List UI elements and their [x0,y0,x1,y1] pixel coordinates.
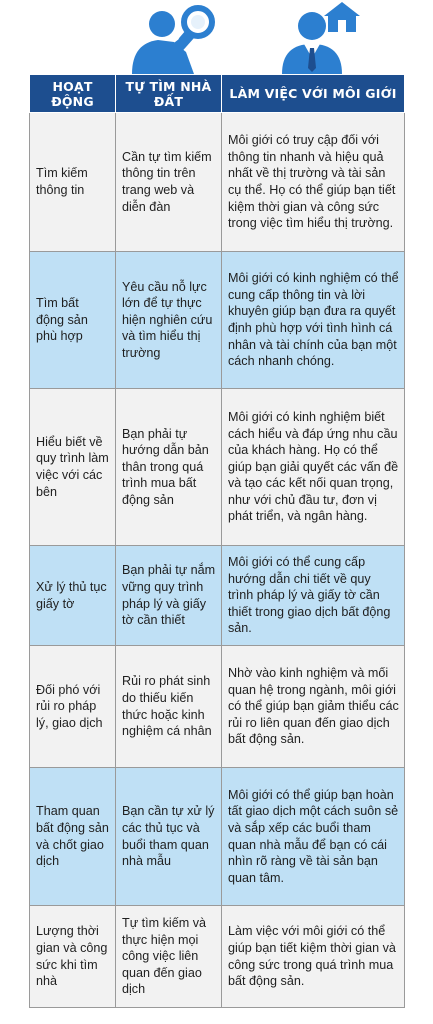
table-row [30,768,405,906]
column-header-broker: LÀM VIỆC VỚI MÔI GIỚI [222,75,405,113]
broker-cell: Môi giới có kinh nghiệm có thể cung cấp thông tin và lời khuyên giúp bạn đưa ra quyết định phù hợp với tình hình cá nhân và tài chính của bạn một cách nhanh chóng. [222,252,405,389]
self-search-cell: Tự tìm kiếm và thực hiện mọi công việc liên quan đến giao dịch [116,906,222,1008]
header-icons [0,0,433,74]
self-search-cell: Bạn cần tự xử lý các thủ tục và buổi tham quan nhà mẫu [116,768,222,906]
activity-cell: Tìm bất động sản phù hợp [30,252,116,389]
broker-cell: Làm việc với môi giới có thể giúp bạn tiết kiệm thời gian và công sức trong quá trình mua bất động sản. [222,906,405,1008]
activity-cell: Lượng thời gian và công sức khi tìm nhà [30,906,116,1008]
activity-cell: Xử lý thủ tục giấy tờ [30,546,116,646]
agent-house-icon [268,2,364,74]
broker-cell: Môi giới có thể cung cấp hướng dẫn chi tiết về quy trình pháp lý và giấy tờ cần thiết trong giao dịch bất động sản. [222,546,405,646]
table-row [30,113,405,252]
broker-cell: Môi giới có kinh nghiệm biết cách hiểu và đáp ứng nhu cầu của khách hàng. Họ có thể giúp bạn giải quyết các vấn đề và tạo các kết nối quan trọng, như với chủ đầu tư, đơn vị phát triển, và ngân hàng. [222,389,405,546]
activity-cell: Tìm kiếm thông tin [30,113,116,252]
column-header-activity: HOẠT ĐỘNG [30,75,116,113]
person-magnifier-icon [124,2,224,74]
table-header-row [30,75,405,113]
column-header-self-search: TỰ TÌM NHÀ ĐẤT [116,75,222,113]
self-search-cell: Yêu cầu nỗ lực lớn để tự thực hiện nghiên cứu và tìm hiểu thị trường [116,252,222,389]
activity-cell: Hiểu biết về quy trình làm việc với các bên [30,389,116,546]
table-row [30,646,405,768]
self-search-cell: Rủi ro phát sinh do thiếu kiến thức hoặc kinh nghiệm cá nhân [116,646,222,768]
table-row [30,546,405,646]
broker-cell: Môi giới có thể giúp bạn hoàn tất giao dịch một cách suôn sẻ và sắp xếp các buổi tham quan nhà mẫu để bạn có cái nhìn rõ ràng về tài sản bạn quan tâm. [222,768,405,906]
activity-cell: Đối phó với rủi ro pháp lý, giao dịch [30,646,116,768]
self-search-cell: Bạn phải tự hướng dẫn bản thân trong quá trình mua bất động sản [116,389,222,546]
self-search-cell: Bạn phải tự nắm vững quy trình pháp lý và giấy tờ cần thiết [116,546,222,646]
broker-cell: Môi giới có truy cập đối với thông tin nhanh và hiệu quả nhất về thị trường và tài sản cụ thể. Họ có thể giúp bạn tiết kiệm thời gian và công sức trong việc tìm hiểu thị trường. [222,113,405,252]
table-row [30,906,405,1008]
broker-cell: Nhờ vào kinh nghiệm và mối quan hệ trong ngành, môi giới có thể giúp bạn giảm thiểu các rủi ro liên quan đến giao dịch bất động sản. [222,646,405,768]
table-row [30,252,405,389]
activity-cell: Tham quan bất động sản và chốt giao dịch [30,768,116,906]
comparison-table [29,74,405,1008]
table-row [30,389,405,546]
self-search-cell: Cần tự tìm kiếm thông tin trên trang web và diễn đàn [116,113,222,252]
